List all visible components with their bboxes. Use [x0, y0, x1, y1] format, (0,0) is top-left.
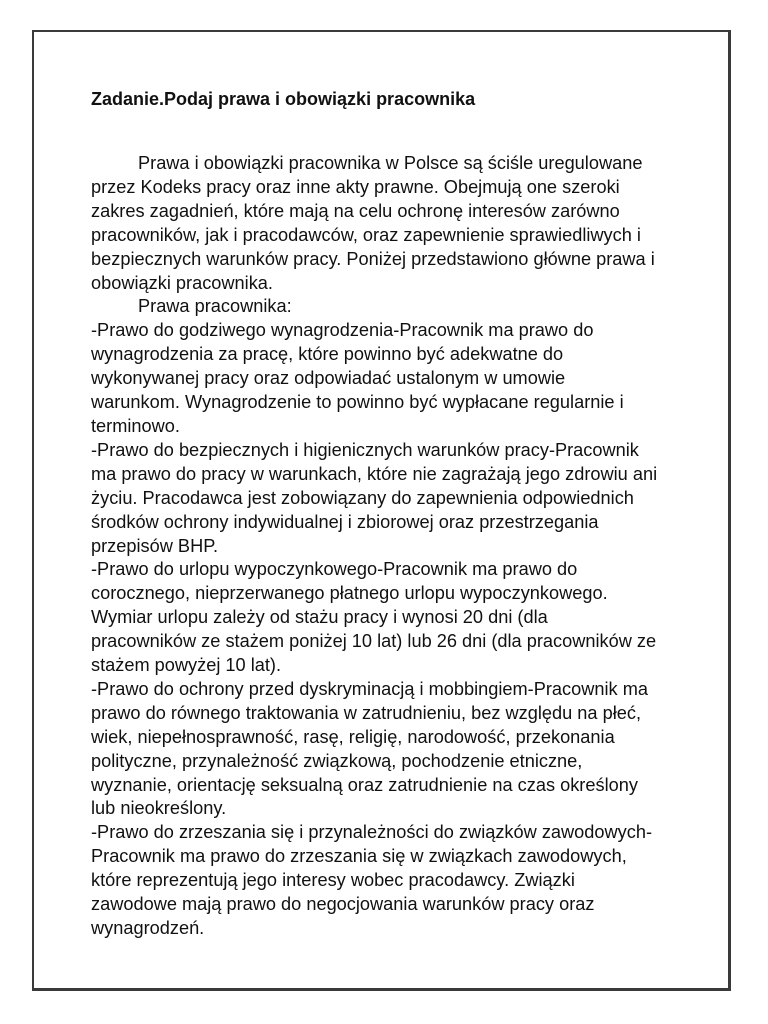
right-fair-pay-paragraph: -Prawo do godziwego wynagrodzenia-Pracownik ma prawo do wynagrodzenia za pracę, które powinno być adekwatne do wykonywanej pracy oraz odpowiadać ustalonym w umowie warunkom. Wynagrodzenie to powinno być wypłacane regularnie i terminowo. [91, 320, 624, 436]
document-body [91, 152, 691, 941]
right-unions-paragraph: -Prawo do zrzeszania się i przynależności do związków zawodowych- Pracownik ma prawo do zrzeszania się w związkach zawodowych, które reprezentują jego interesy wobec pracodawcy. Związki zawodowe mają prawo do negocjowania warunków pracy oraz wynagrodzeń. [91, 822, 653, 938]
rights-heading: Prawa pracownika: [138, 296, 292, 317]
right-anti-discrimination-paragraph: -Prawo do ochrony przed dyskryminacją i mobbingiem-Pracownik ma prawo do równego traktowania w zatrudnieniu, bez względu na płeć, wiek, niepełnosprawność, rasę, religię, narodowość, przekonania polityczne, przynależność związkową, pochodzenie etniczne, wyznanie, orientację seksualną oraz zatrudnienie na czas określony lub nieokreślony. [91, 678, 648, 819]
intro-paragraph: Prawa i obowiązki pracownika w Polsce są ściśle uregulowane przez Kodeks pracy oraz inne akty prawne. Obejmują one szeroki zakres zagadnień, które mają na celu ochronę interesów zarówno pracowników, jak i pracodawców, oraz zapewnienie sprawiedliwych i bezpiecznych warunków pracy. Poniżej przedstawiono główne prawa i obowiązki pracownika. [91, 153, 655, 293]
document-title: Zadanie.Podaj prawa i obowiązki pracownika [91, 89, 476, 109]
document-content [91, 87, 691, 941]
right-vacation-paragraph: -Prawo do urlopu wypoczynkowego-Pracownik ma prawo do corocznego, nieprzerwanego płatnego urlopu wypoczynkowego. Wymiar urlopu zależy od stażu pracy i wynosi 20 dni (dla pracowników ze stażem poniżej 10 lat) lub 26 dni (dla pracowników ze stażem powyżej 10 lat). [91, 559, 657, 676]
right-safe-conditions-paragraph: -Prawo do bezpiecznych i higienicznych warunków pracy-Pracownik ma prawo do pracy w warunkach, które nie zagrażają jego zdrowiu ani życiu. Pracodawca jest zobowiązany do zapewnienia odpowiednich środków ochrony indywidualnej i zbiorowej oraz przestrzegania przepisów BHP. [91, 439, 658, 556]
